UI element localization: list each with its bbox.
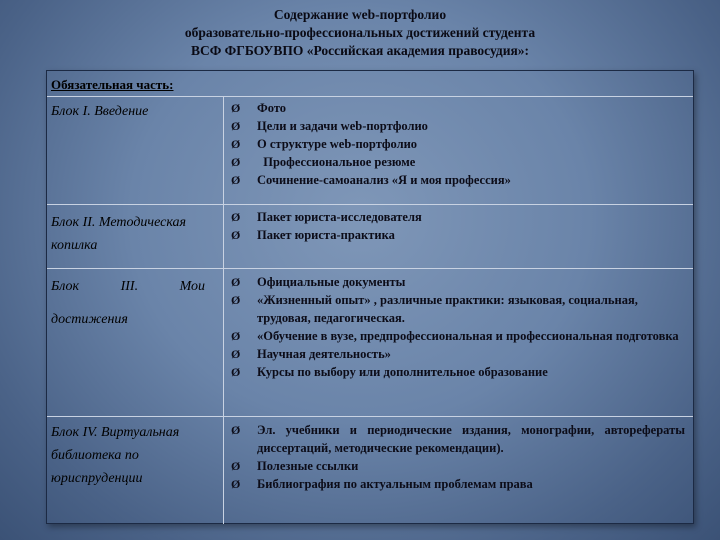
arrow-bullet-icon: Ø bbox=[231, 329, 241, 343]
block-3-label-line-2: достижения bbox=[51, 312, 128, 327]
list-item: Ø Научная деятельность» bbox=[231, 347, 391, 361]
block-3-list bbox=[231, 273, 685, 381]
block-1-list bbox=[231, 99, 685, 189]
table-row-block-3 bbox=[47, 268, 693, 417]
list-item: Ø Библиография по актуальным проблемам права bbox=[231, 477, 533, 491]
arrow-bullet-icon: Ø bbox=[231, 228, 241, 242]
block-1-label: Блок I. Введение bbox=[51, 104, 149, 119]
list-item: Ø Полезные ссылки bbox=[231, 459, 359, 473]
list-item: Ø Пакет юриста-исследователя bbox=[231, 210, 422, 224]
arrow-bullet-icon: Ø bbox=[231, 477, 241, 491]
column-divider bbox=[223, 205, 224, 269]
arrow-bullet-icon: Ø bbox=[231, 119, 241, 133]
arrow-bullet-icon: Ø bbox=[231, 173, 241, 187]
block-2-list bbox=[231, 208, 685, 244]
mandatory-part-label: Обязательная часть: bbox=[51, 77, 174, 92]
slide-title bbox=[0, 6, 720, 60]
arrow-bullet-icon: Ø bbox=[231, 137, 241, 151]
arrow-bullet-icon: Ø bbox=[231, 101, 241, 115]
block-4-label: Блок IV. Виртуальная библиотека по юриспруденции bbox=[51, 425, 180, 486]
block-2-label: Блок II. Методическая копилка bbox=[51, 215, 187, 253]
arrow-bullet-icon: Ø bbox=[231, 275, 241, 289]
block-4-list bbox=[231, 421, 685, 493]
content-table bbox=[46, 70, 694, 524]
table-row-block-1 bbox=[47, 96, 693, 205]
block-3-label-line-1: Блок III. Мои bbox=[51, 279, 206, 294]
table-row-block-2 bbox=[47, 204, 693, 269]
arrow-bullet-icon: Ø bbox=[231, 459, 241, 473]
title-line-1: Содержание web-портфолио bbox=[273, 7, 447, 22]
title-line-3: ВСФ ФГБОУВПО «Российская академия правосудия»: bbox=[190, 43, 530, 58]
table-row-block-4 bbox=[47, 416, 693, 524]
list-item: Ø О структуре web-портфолио bbox=[231, 137, 418, 151]
column-divider bbox=[223, 269, 224, 417]
list-item: Ø Эл. учебники и периодические издания, монографии, авторефераты диссертаций, методические рекомендации). bbox=[231, 423, 685, 455]
list-item: Ø Пакет юриста-практика bbox=[231, 228, 395, 242]
arrow-bullet-icon: Ø bbox=[231, 210, 241, 224]
list-item: Ø Профессиональное резюме bbox=[231, 155, 416, 169]
title-line-2: образовательно-профессиональных достижений студента bbox=[184, 25, 536, 40]
list-item: Ø Фото bbox=[231, 101, 287, 115]
list-item: Ø «Жизненный опыт» , различные практики: языковая, социальная, трудовая, педагогическая. bbox=[231, 293, 638, 325]
arrow-bullet-icon: Ø bbox=[231, 155, 241, 169]
arrow-bullet-icon: Ø bbox=[231, 365, 241, 379]
column-divider bbox=[223, 97, 224, 205]
arrow-bullet-icon: Ø bbox=[231, 347, 241, 361]
list-item: Ø «Обучение в вузе, предпрофессиональная и профессиональная подготовка bbox=[231, 329, 679, 343]
arrow-bullet-icon: Ø bbox=[231, 423, 241, 437]
column-divider bbox=[223, 417, 224, 524]
list-item: Ø Официальные документы bbox=[231, 275, 406, 289]
list-item: Ø Курсы по выбору или дополнительное образование bbox=[231, 365, 548, 379]
arrow-bullet-icon: Ø bbox=[231, 293, 241, 307]
list-item: Ø Цели и задачи web-портфолио bbox=[231, 119, 428, 133]
list-item: Ø Сочинение-самоанализ «Я и моя профессия» bbox=[231, 173, 511, 187]
block-3-label bbox=[51, 275, 219, 331]
